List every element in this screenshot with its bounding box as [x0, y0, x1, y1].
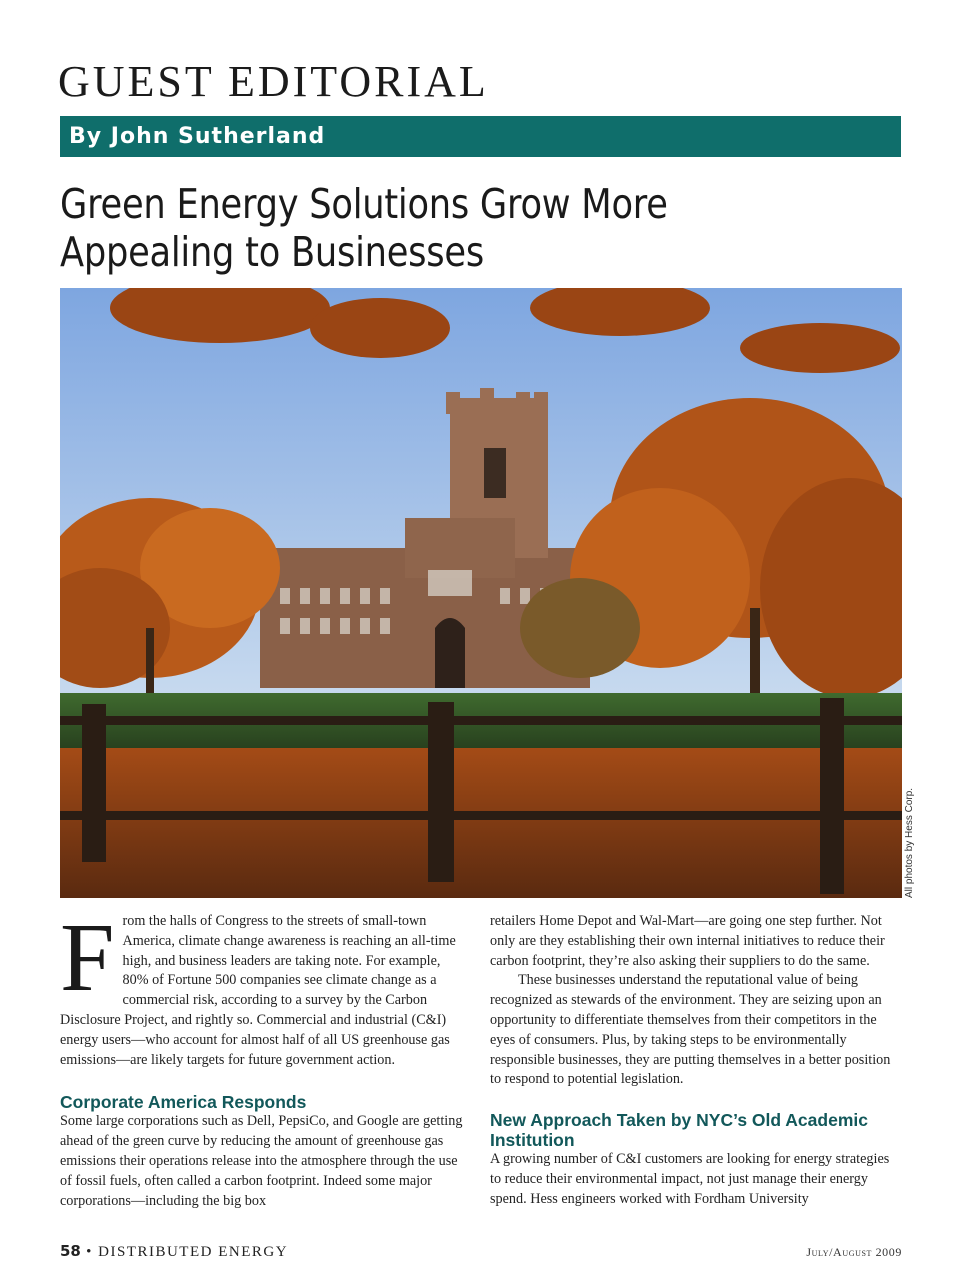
subhead-corporate-america: Corporate America Responds — [60, 1092, 307, 1113]
paragraph-corporations: Some large corporations such as Dell, PepsiCo, and Google are getting ahead of the green curve by reducing the amount of greenhouse gas emissions their operations release into the atmosphere through the use of fossil fuels, often called a carbon footprint. Indeed some major corporations—including the big box — [60, 1113, 463, 1209]
article-column-right — [490, 912, 900, 1210]
campus-photo-illustration — [60, 288, 902, 898]
article-headline: Green Energy Solutions Grow More Appealing to Businesses — [60, 180, 668, 276]
drop-cap: F — [60, 904, 115, 1012]
paragraph-reputation: These businesses understand the reputational value of being recognized as stewards of the environment. They are seizing upon an opportunity to differentiate themselves from their competitors in the eyes of consumers. Plus, by taking steps to be environmentally responsible businesses, they are putting themselves in a better position to respond to potential legislation. — [490, 972, 891, 1088]
page-number: 58 — [60, 1242, 81, 1260]
campus-photo — [60, 288, 902, 898]
footer-left — [60, 1242, 288, 1261]
footer-bullet: • — [86, 1244, 93, 1260]
section-title: GUEST EDITORIAL — [58, 57, 489, 106]
photo-credit: All photos by Hess Corp. — [904, 787, 915, 898]
paragraph-energy-strategies: A growing number of C&I customers are looking for energy strategies to reduce their environmental impact, not just manage their energy spend. Hess engineers worked with Fordham University — [490, 1151, 890, 1207]
author-byline: By John Sutherland — [69, 124, 326, 149]
intro-text: rom the halls of Congress to the streets of small-town America, climate change awareness is reaching an all-time high, and business leaders are taking note. For example, 80% of Fortune 500 companies see climate change as a commercial risk, according to a survey by the Carbon Disclosure Project, and rightly so. Commercial and industrial (C&I) energy users—who account for almost half of all US greenhouse gas emissions—are likely targets for future government action. — [60, 913, 456, 1068]
subhead-nyc-institution: New Approach Taken by NYC’s Old Academic Institution — [490, 1110, 868, 1151]
issue-date: July/August 2009 — [806, 1245, 902, 1259]
article-column-left — [60, 904, 470, 1211]
publication-name: DISTRIBUTED ENERGY — [98, 1244, 289, 1260]
byline-bar — [60, 116, 901, 157]
paragraph-retailers: retailers Home Depot and Wal-Mart—are going one step further. Not only are they establishing their own internal initiatives to reduce their carbon footprint, they’re also asking their suppliers to do the same. — [490, 913, 885, 969]
intro-paragraph — [60, 904, 470, 1070]
leaf-covered-ground — [60, 748, 902, 898]
